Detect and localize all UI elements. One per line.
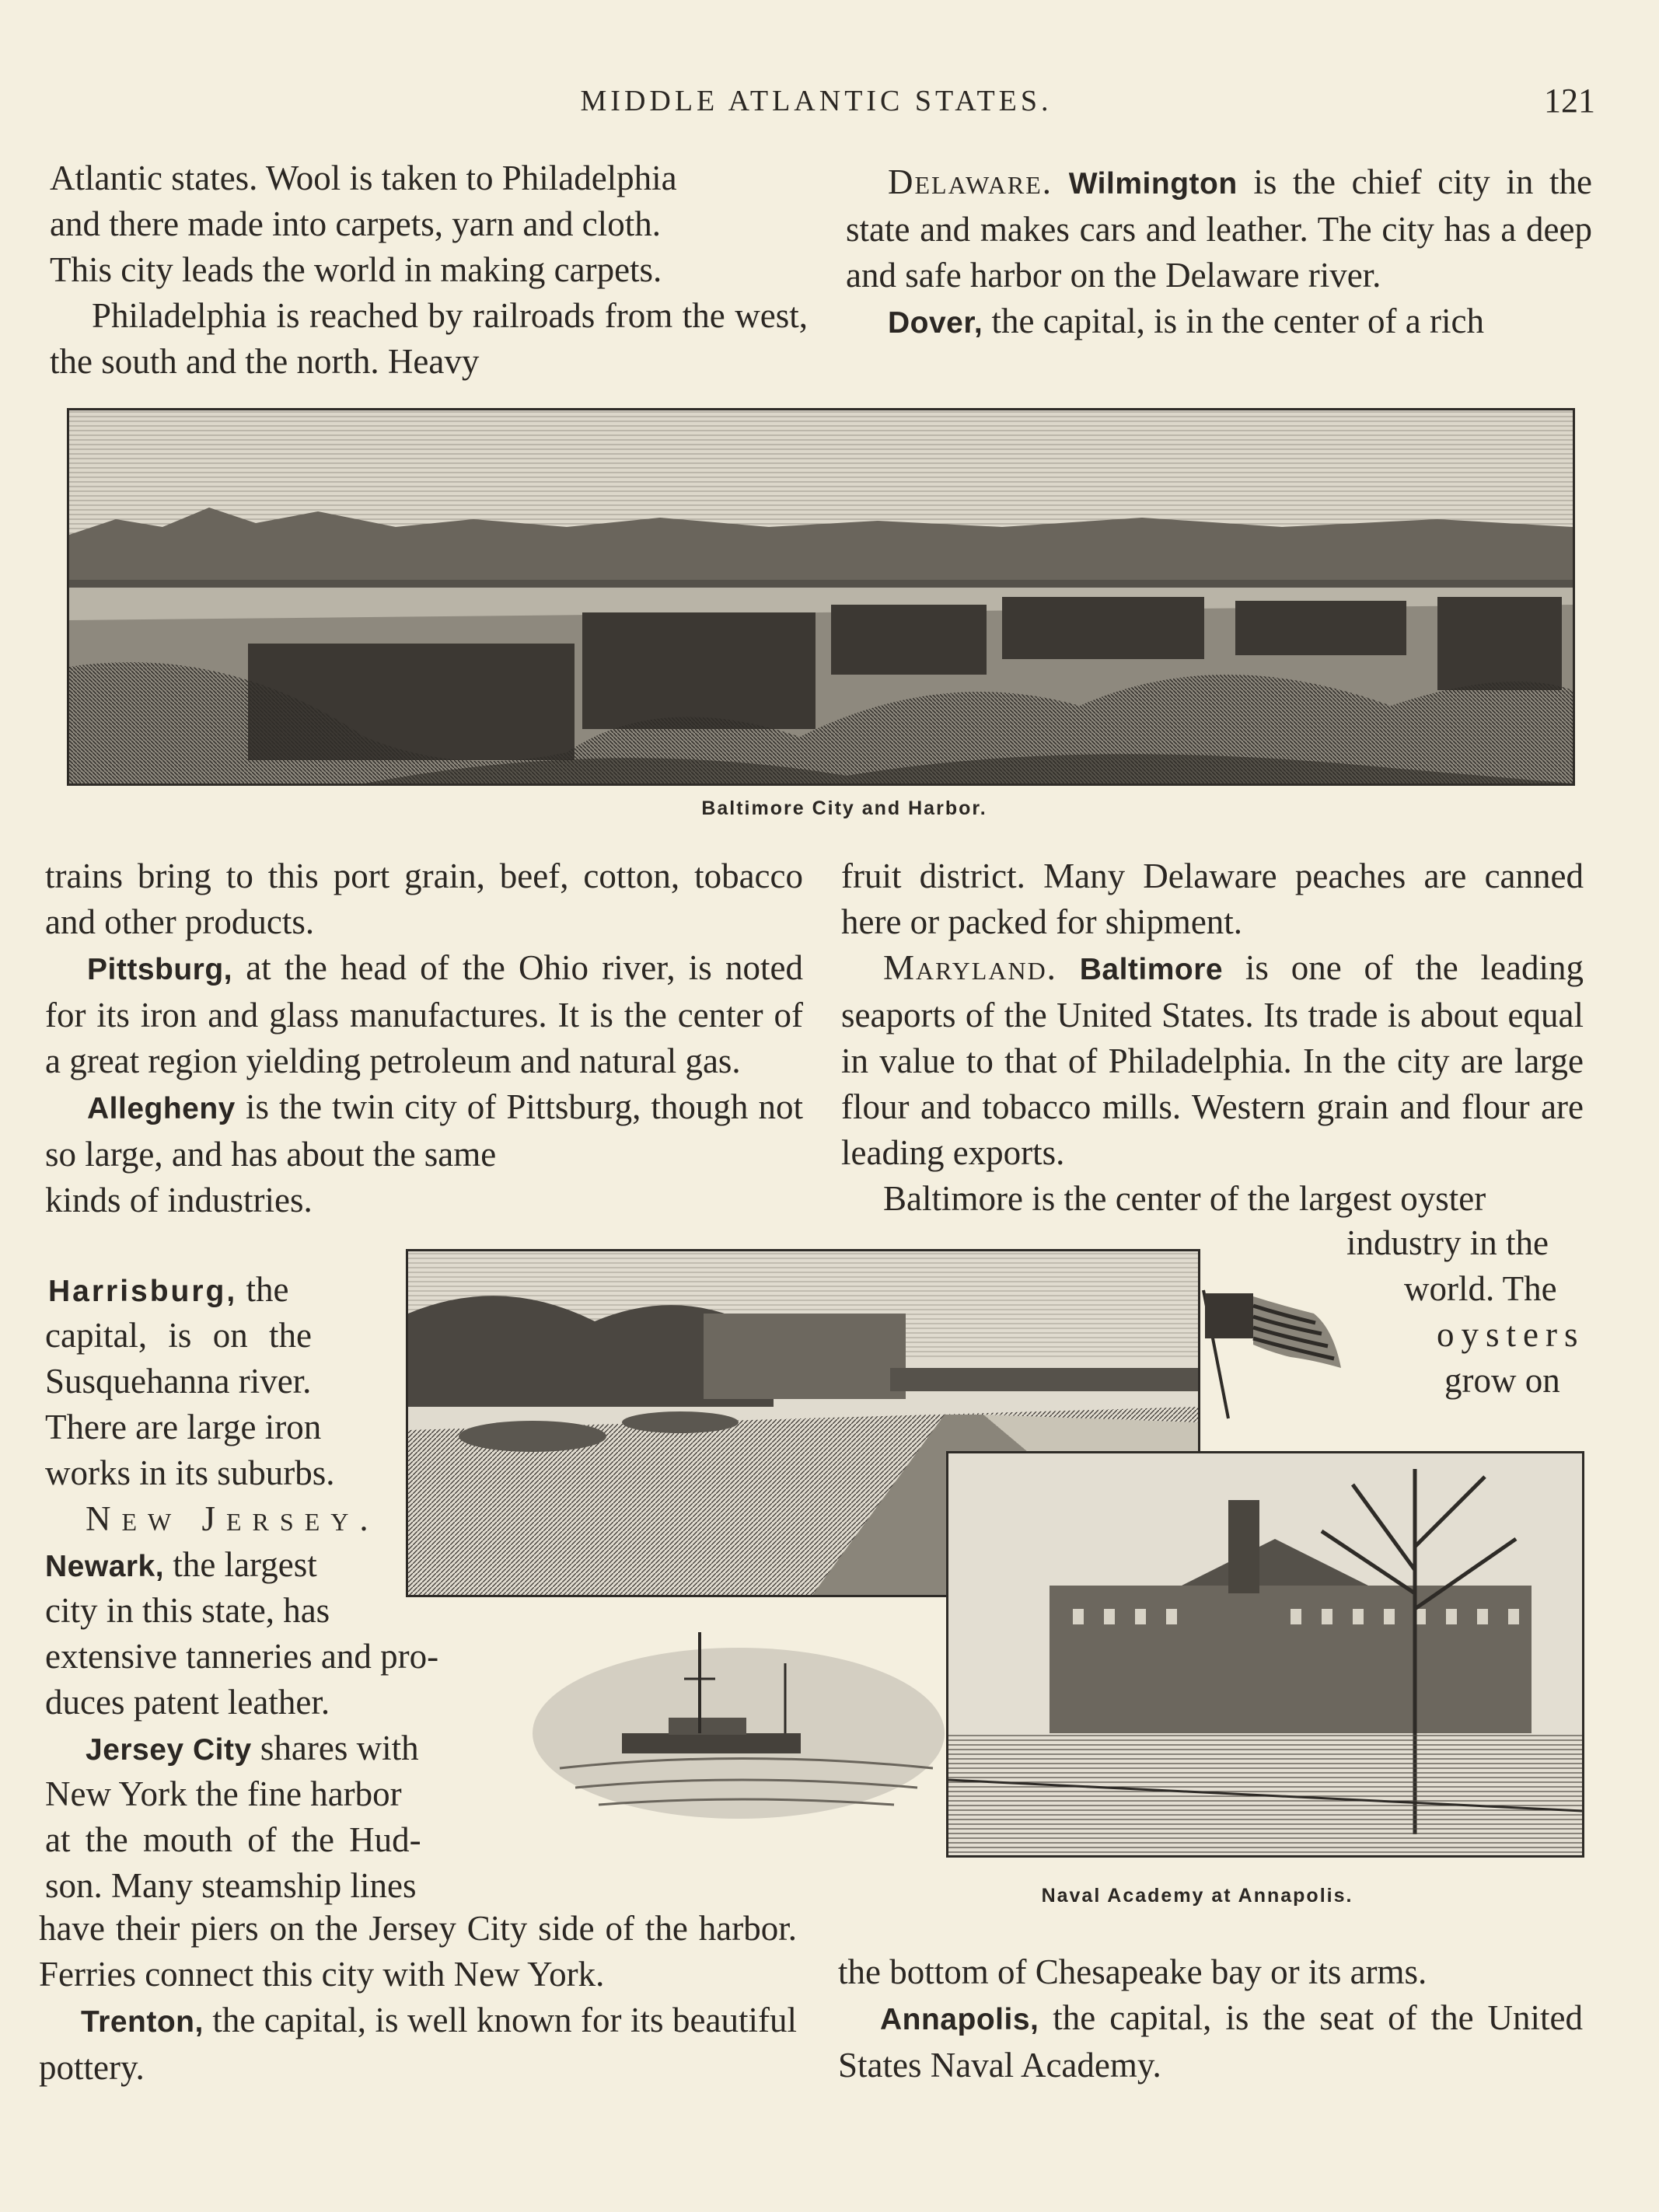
keyword-annapolis: Annapolis,: [880, 2003, 1039, 2036]
wrap-line: There are large iron: [45, 1408, 322, 1446]
paragraph-dover: [846, 298, 1592, 346]
paragraph-text: is the twin city of Pittsburg, though not so large, and has about the same: [45, 1087, 803, 1174]
wrap-line: oysters: [1437, 1315, 1585, 1354]
wrap-line: city in this state, has: [45, 1591, 330, 1630]
paragraph-line: and there made into carpets, yarn and cloth.: [50, 204, 661, 243]
running-title: MIDDLE ATLANTIC STATES.: [580, 85, 1053, 117]
american-flag-illustration: [1197, 1282, 1353, 1422]
naval-academy-building-engraving: [946, 1451, 1584, 1858]
paragraph-line: This city leads the world in making carpets.: [50, 250, 662, 289]
paragraph-trains: trains bring to this port grain, beef, cotton, tobacco and other products.: [45, 857, 803, 941]
top-left-column: [50, 155, 808, 385]
paragraph-maryland: [841, 945, 1584, 1176]
warship-illustration: [529, 1601, 948, 1834]
top-right-column: [846, 159, 1592, 346]
paragraph-ferries: have their piers on the Jersey City side of the harbor. Ferries connect this city with New York.: [39, 1909, 797, 1994]
keyword-harrisburg: Harrisburg,: [48, 1275, 238, 1308]
wrap-line: son. Many steamship lines: [45, 1866, 417, 1905]
section-heading-delaware: Delaware.: [888, 162, 1053, 201]
paragraph-delaware: [846, 159, 1592, 298]
keyword-jersey-city: Jersey City: [86, 1733, 252, 1767]
paragraph-text: the largest: [164, 1545, 317, 1584]
keyword-dover: Dover,: [888, 306, 983, 340]
paragraph-annapolis: [838, 1995, 1583, 2088]
paragraph-fruit: fruit district. Many Delaware peaches are canned here or packed for shipment.: [841, 857, 1584, 941]
paragraph-text: shares with: [251, 1729, 419, 1767]
wrap-line: duces patent leather.: [45, 1683, 330, 1722]
wrap-line: at the mouth of the Hud-: [45, 1820, 421, 1859]
paragraph-pittsburg: [45, 945, 803, 1084]
paragraph-text: the: [237, 1270, 289, 1309]
middle-left-column: [45, 853, 803, 1223]
section-heading-new-jersey: New Jersey.: [86, 1499, 379, 1538]
paragraph-line: kinds of industries.: [45, 1181, 313, 1219]
paragraph-text: is one of the leading seaports of the United States. Its trade is about equal in value to that of Philadelphia. In the city are large flour and tobacco mills. Western grain and flour are leading exports.: [841, 948, 1584, 1172]
paragraph-text: the capital, is well known for its beautiful pottery.: [39, 2001, 797, 2087]
section-heading-maryland: Maryland.: [883, 948, 1057, 987]
wrap-line: extensive tanneries and pro-: [45, 1637, 439, 1676]
keyword-pittsburg: Pittsburg,: [87, 953, 232, 986]
middle-right-column: [841, 853, 1584, 1222]
figure-caption-naval-academy: Naval Academy at Annapolis.: [1041, 1885, 1353, 1907]
paragraph-allegheny: [45, 1084, 803, 1178]
keyword-newark: Newark,: [45, 1550, 165, 1583]
wrap-line: grow on: [1444, 1361, 1560, 1400]
wrap-line: world. The: [1404, 1269, 1557, 1308]
keyword-wilmington: Wilmington: [1068, 167, 1238, 201]
page-number: 121: [1544, 82, 1595, 120]
paragraph-text: the capital, is the seat of the United States Naval Academy.: [838, 1998, 1583, 2085]
baltimore-harbor-engraving: [67, 408, 1575, 786]
paragraph-chesapeake: the bottom of Chesapeake bay or its arms.: [838, 1952, 1427, 1991]
wrap-line: industry in the: [1346, 1223, 1549, 1262]
keyword-baltimore: Baltimore: [1079, 953, 1224, 986]
wrap-line: Susquehanna river.: [45, 1362, 312, 1401]
paragraph-text: is the chief city in the state and makes cars and leather. The city has a deep and safe harbor on the Delaware river.: [846, 162, 1593, 295]
wrap-line: works in its suburbs.: [45, 1453, 335, 1492]
page-header: [0, 78, 1659, 124]
wrap-line-harrisburg: [48, 1267, 288, 1314]
wrap-line: capital, is on the: [45, 1316, 312, 1355]
bottom-right-column: [838, 1949, 1583, 2088]
keyword-trenton: Trenton,: [81, 2005, 204, 2039]
figure-caption-baltimore: Baltimore City and Harbor.: [701, 797, 987, 819]
paragraph-text: at the head of the Ohio river, is noted for its iron and glass manufactures. It is the center of a great region yielding petroleum and natural gas.: [45, 948, 803, 1080]
wrap-line-newark: [45, 1542, 317, 1589]
paragraph-oyster: Baltimore is the center of the largest oyster: [883, 1179, 1486, 1218]
wrap-line: New York the fine harbor: [45, 1774, 402, 1813]
paragraph-text: the capital, is in the center of a rich: [983, 302, 1484, 340]
wrap-line-jersey-city: [86, 1725, 419, 1773]
keyword-allegheny: Allegheny: [87, 1092, 236, 1125]
bottom-left-column: [39, 1906, 797, 2091]
paragraph-trenton: [39, 1997, 797, 2091]
paragraph-line: Atlantic states. Wool is taken to Philadelphia: [50, 159, 677, 197]
paragraph-philadelphia: Philadelphia is reached by railroads from the west, the south and the north. Heavy: [50, 296, 808, 381]
